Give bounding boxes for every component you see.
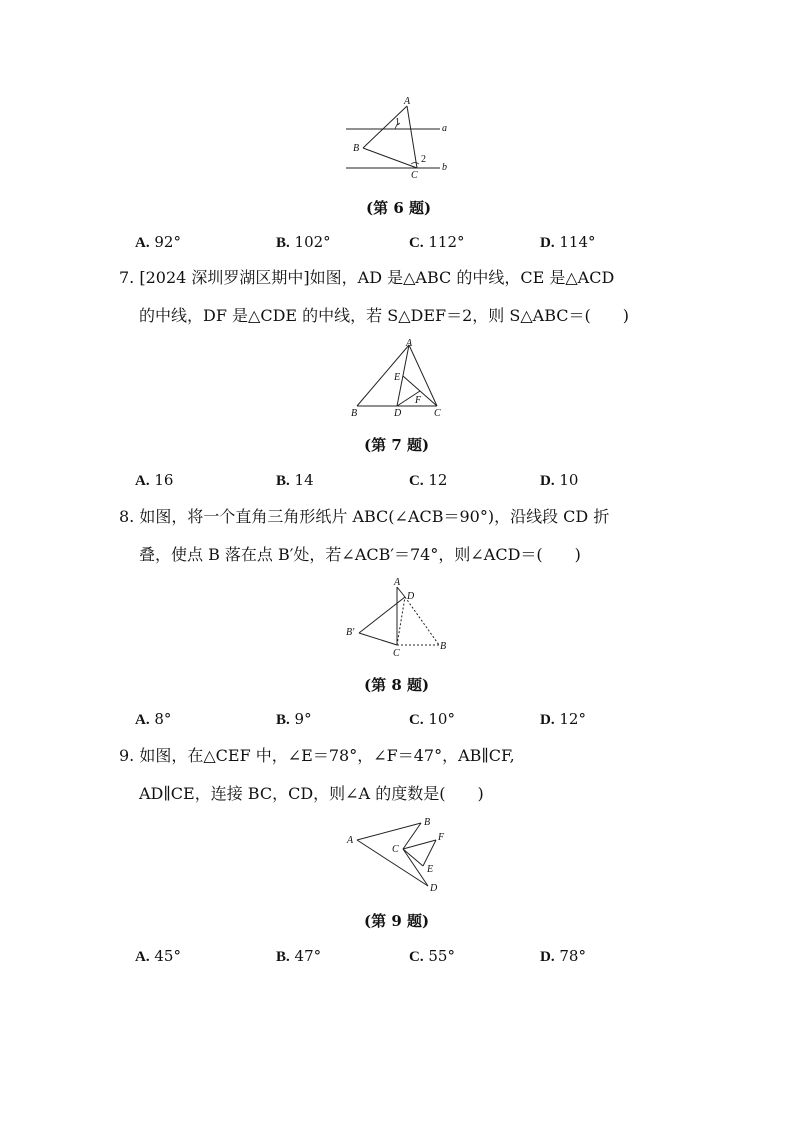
q9-stem-line2: AD∥CE，连接 BC，CD，则∠A 的度数是( )	[139, 784, 484, 803]
q8-stem-line1: 8. 如图，将一个直角三角形纸片 ABC(∠ACB＝90°)，沿线段 CD 折	[119, 507, 610, 526]
q9-label-F: F	[438, 832, 445, 843]
q8-option-d[interactable]: D. 12°	[540, 710, 586, 728]
q9-option-d[interactable]: D. 78°	[540, 947, 586, 965]
q6-figure	[340, 92, 460, 188]
q8-label-C: C	[393, 648, 400, 659]
q9-label-D: D	[430, 883, 438, 894]
q9-figure	[343, 813, 458, 903]
q7-label-B: B	[351, 408, 358, 419]
q8-label-B: B	[440, 641, 447, 652]
q9-label-C: C	[392, 844, 399, 855]
q9-option-c[interactable]: C. 55°	[409, 947, 455, 965]
q7-option-c[interactable]: C. 12	[409, 471, 448, 489]
q9-option-a[interactable]: A. 45°	[135, 947, 181, 965]
q6-angle-1: 1	[395, 117, 400, 128]
q9-caption: (第 9 题)	[364, 912, 430, 930]
q9-stem-line1: 9. 如图，在△CEF 中，∠E＝78°，∠F＝47°，AB∥CF,	[119, 746, 515, 765]
q7-label-A: A	[406, 338, 413, 349]
q9-label-A: A	[347, 835, 354, 846]
q7-stem-line2: 的中线，DF 是△CDE 的中线，若 S△DEF＝2，则 S△ABC＝( )	[139, 306, 629, 325]
q8-label-D: D	[407, 591, 415, 602]
q6-option-d[interactable]: D. 114°	[540, 233, 596, 251]
q6-label-b: b	[442, 162, 447, 173]
q7-option-d[interactable]: D. 10	[540, 471, 579, 489]
q8-option-a[interactable]: A. 8°	[135, 710, 172, 728]
q7-stem-line1: 7. [2024 深圳罗湖区期中]如图，AD 是△ABC 的中线，CE 是△ACD	[119, 268, 615, 287]
q9-label-B: B	[424, 817, 431, 828]
q6-option-a[interactable]: A. 92°	[135, 233, 181, 251]
q8-figure	[343, 575, 458, 665]
q6-label-A: A	[404, 96, 411, 107]
q6-caption: (第 6 题)	[366, 199, 432, 217]
q9-option-b[interactable]: B. 47°	[276, 947, 322, 965]
q9-label-E: E	[427, 864, 434, 875]
q6-option-b[interactable]: B. 102°	[276, 233, 331, 251]
q7-label-E: E	[394, 372, 401, 383]
q7-label-F: F	[415, 395, 422, 406]
q7-option-a[interactable]: A. 16	[135, 471, 174, 489]
q6-option-c[interactable]: C. 112°	[409, 233, 465, 251]
q6-label-C: C	[411, 170, 418, 181]
q7-label-C: C	[434, 408, 441, 419]
q6-angle-2: 2	[421, 154, 426, 165]
q6-label-a: a	[442, 123, 447, 134]
q7-label-D: D	[394, 408, 402, 419]
q8-option-b[interactable]: B. 9°	[276, 710, 312, 728]
q7-option-b[interactable]: B. 14	[276, 471, 314, 489]
q8-label-Bprime: B′	[346, 627, 355, 638]
q8-stem-line2: 叠，使点 B 落在点 B′处，若∠ACB′＝74°，则∠ACD＝( )	[139, 545, 581, 564]
q8-option-c[interactable]: C. 10°	[409, 710, 455, 728]
q7-figure	[345, 338, 455, 426]
q6-label-B: B	[353, 143, 360, 154]
q7-caption: (第 7 题)	[364, 436, 430, 454]
q8-label-A: A	[394, 577, 401, 588]
q8-caption: (第 8 题)	[364, 676, 430, 694]
